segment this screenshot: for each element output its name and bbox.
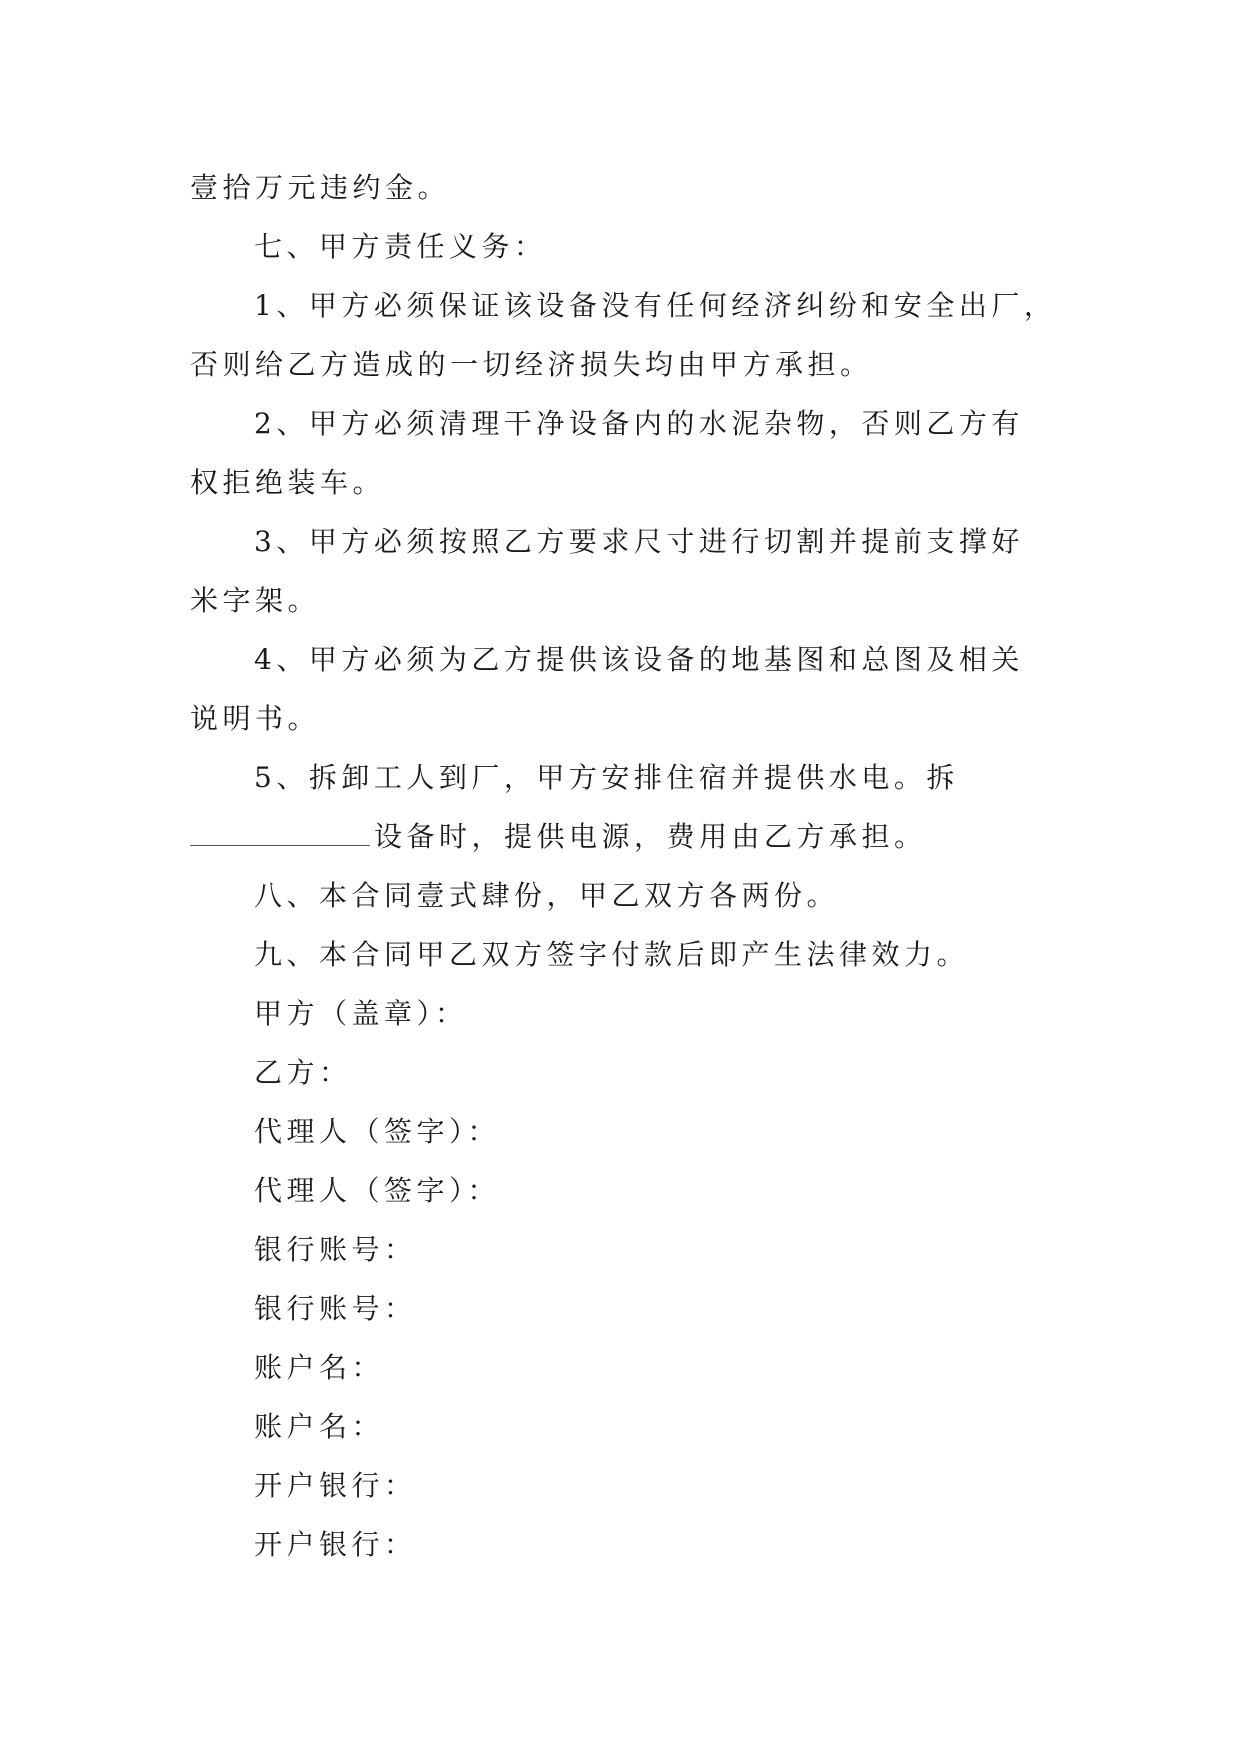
text-line: 壹拾万元违约金。 (190, 171, 451, 204)
text-line: 4、甲方必须为乙方提供该设备的地基图和总图及相关 (254, 643, 1024, 676)
party-b-label: 乙方： (254, 1056, 352, 1089)
party-a-label: 甲方（盖章）： (254, 997, 468, 1030)
text-line: 5、拆卸工人到厂，甲方安排住宿并提供水电。拆 (254, 761, 959, 794)
document-body (190, 158, 1070, 1574)
bank-account-b-label: 银行账号： (254, 1292, 417, 1325)
agent-b-label: 代理人（签字）： (254, 1174, 501, 1207)
text-line-rest: 设备时，提供电源，费用由乙方承担。 (374, 820, 927, 853)
bank-account-a-label: 银行账号： (254, 1233, 417, 1266)
text-line: 米字架。 (190, 584, 321, 617)
text-line: 2、甲方必须清理干净设备内的水泥杂物，否则乙方有 (254, 407, 1024, 440)
agent-a-label: 代理人（签字）： (254, 1115, 501, 1148)
section-heading: 九、本合同甲乙双方签字付款后即产生法律效力。 (254, 938, 970, 971)
text-line: 权拒绝装车。 (190, 466, 386, 499)
text-line: 否则给乙方造成的一切经济损失均由甲方承担。 (190, 348, 873, 381)
text-line: 说明书。 (190, 702, 321, 735)
section-heading: 八、本合同壹式肆份，甲乙双方各两份。 (254, 879, 840, 912)
section-heading: 七、甲方责任义务： (254, 230, 547, 263)
account-name-a-label: 账户名： (254, 1351, 385, 1384)
bank-a-label: 开户银行： (254, 1469, 417, 1502)
text-line: 3、甲方必须按照乙方要求尺寸进行切割并提前支撑好 (254, 525, 1024, 558)
account-name-b-label: 账户名： (254, 1410, 385, 1443)
bank-b-label: 开户银行： (254, 1528, 417, 1561)
text-line: 1、甲方必须保证该设备没有任何经济纠纷和安全出厂， (254, 289, 1057, 322)
text-line-with-blank (190, 807, 1070, 866)
fill-in-blank (190, 815, 370, 846)
